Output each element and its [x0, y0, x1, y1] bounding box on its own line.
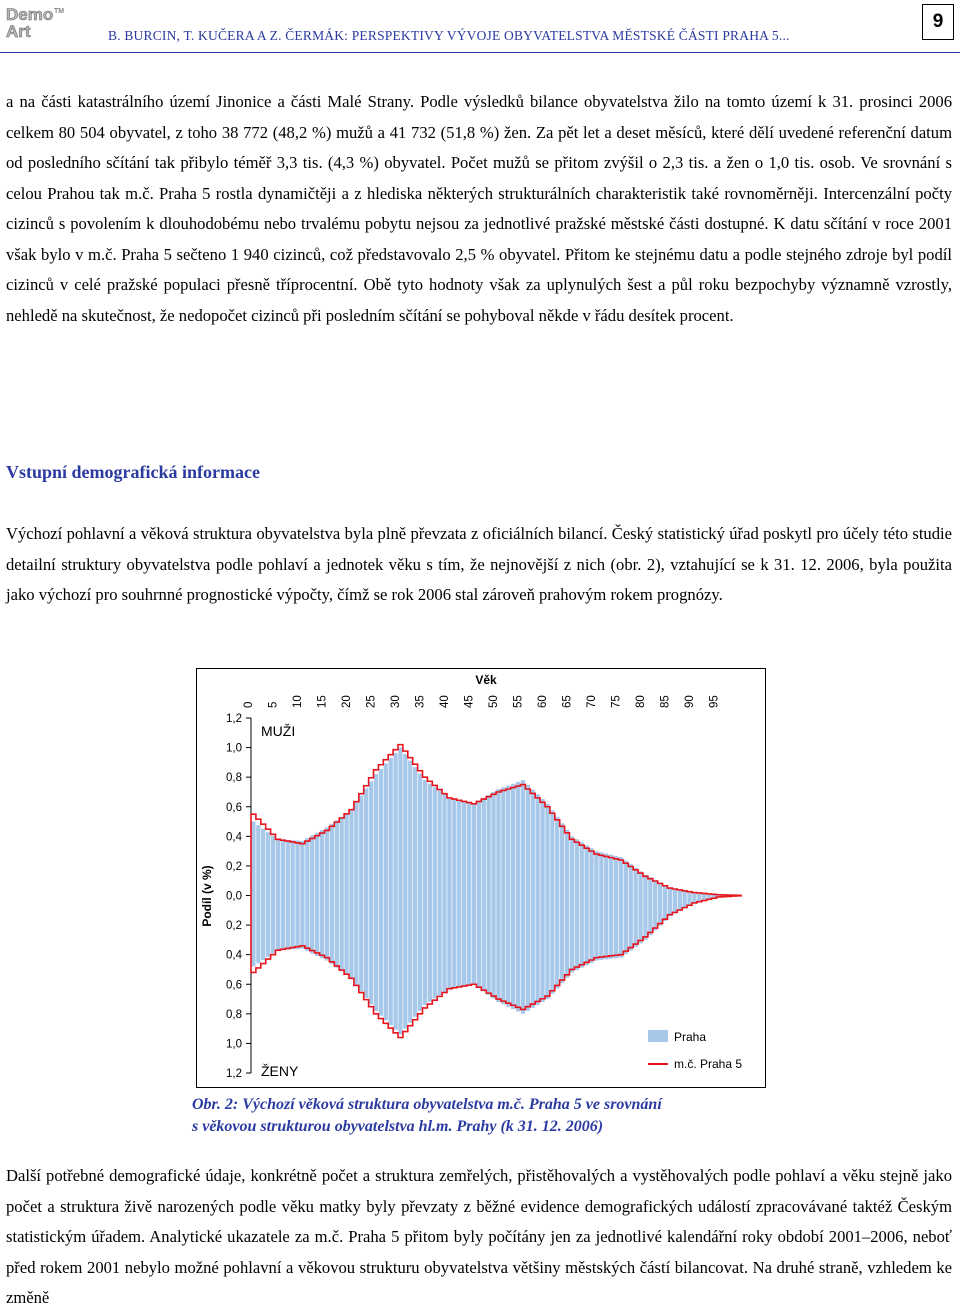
praha-female-bar [354, 896, 358, 985]
praha-male-bar [291, 840, 295, 895]
praha-female-bar [687, 896, 691, 906]
x-tick-label: 90 [684, 695, 696, 708]
running-title: B. BURCIN, T. KUČERA A Z. ČERMÁK: PERSPEKTIVY VÝVOJE OBYVATELSTVA MĚSTSKÉ ČÁSTI PRAHA 5... [108, 28, 790, 44]
praha-male-bar [408, 761, 412, 896]
praha-female-bar [276, 896, 280, 951]
praha-female-bar [482, 896, 486, 992]
praha-female-bar [428, 896, 432, 1002]
praha-male-bar [536, 794, 540, 895]
praha-female-bar [560, 896, 564, 984]
praha-female-bar [418, 896, 422, 1011]
praha-female-bar [609, 896, 613, 959]
y-tick-label: 0,8 [226, 1009, 242, 1021]
praha-male-bar [575, 839, 579, 895]
praha-male-bar [653, 880, 657, 895]
praha-male-bar [467, 803, 471, 896]
praha-male-bar [501, 787, 505, 895]
caption-line-1: Obr. 2: Výchozí věková struktura obyvatelstva m.č. Praha 5 ve srovnání [192, 1094, 792, 1116]
praha-male-bar [384, 764, 388, 896]
praha-female-bar [315, 896, 319, 956]
praha-male-bar [340, 817, 344, 896]
praha-female-bar [521, 896, 525, 1014]
praha-female-bar [614, 896, 618, 959]
praha-male-bar [315, 833, 319, 896]
praha-female-bar [251, 896, 255, 967]
praha-female-bar [668, 896, 672, 917]
praha-female-bar [634, 896, 638, 947]
y-tick-label: 0,0 [226, 891, 242, 903]
praha-male-bar [511, 784, 515, 896]
praha-male-bar [256, 825, 260, 895]
praha-female-bar [305, 896, 309, 952]
praha-female-bar [300, 896, 304, 949]
praha-male-bar [428, 784, 432, 896]
praha-female-bar [413, 896, 417, 1017]
praha-male-bar [344, 813, 348, 895]
praha-male-bar [634, 868, 638, 896]
praha-female-bar [403, 896, 407, 1029]
praha-male-bar [555, 817, 559, 896]
y-tick-label: 1,2 [226, 713, 242, 725]
praha-male-bar [447, 798, 451, 896]
figure-caption [192, 1094, 792, 1138]
praha-male-bar [638, 871, 642, 895]
praha-male-bar [585, 845, 589, 895]
praha-female-bar [408, 896, 412, 1023]
praha-male-bar [393, 753, 397, 896]
y-tick-label: 0,2 [226, 861, 242, 873]
praha-female-bar [511, 896, 515, 1010]
x-tick-label: 10 [292, 695, 304, 708]
praha-male-bar [668, 888, 672, 895]
praha-female-bar [516, 896, 520, 1012]
y-tick-label: 1,0 [226, 1038, 242, 1050]
page-number: 9 [922, 4, 954, 40]
praha-male-bar [624, 861, 628, 896]
x-tick-label: 70 [586, 695, 598, 708]
x-tick-label: 80 [635, 695, 647, 708]
praha-female-bar [462, 896, 466, 987]
praha-male-bar [609, 855, 613, 896]
praha-female-bar [506, 896, 510, 1007]
praha-male-bar [531, 790, 535, 896]
praha-female-bar [496, 896, 500, 1003]
praha-male-bar [545, 804, 549, 896]
y-axis-title: Podíl (v %) [200, 865, 214, 926]
praha-female-bar [442, 896, 446, 992]
praha-male-bar [389, 758, 393, 895]
praha-male-bar [354, 803, 358, 896]
praha-female-bar [619, 896, 623, 958]
praha-female-bar [398, 896, 402, 1035]
praha-female-bar [457, 896, 461, 987]
praha-male-bar [560, 823, 564, 895]
praha-male-bar [452, 799, 456, 895]
praha-female-bar [295, 896, 299, 950]
praha-male-bar [320, 830, 324, 895]
praha-male-bar [369, 781, 373, 895]
praha-male-bar [663, 885, 667, 895]
praha-female-bar [467, 896, 471, 986]
praha-female-bar [648, 896, 652, 936]
praha-male-bar [295, 840, 299, 895]
praha-male-bar [594, 851, 598, 895]
praha-male-bar [521, 780, 525, 895]
y-tick-label: 0,4 [226, 831, 243, 843]
x-tick-label: 95 [709, 695, 721, 708]
praha-female-bar [477, 896, 481, 988]
praha-male-bar [403, 754, 407, 895]
praha-male-bar [281, 840, 285, 896]
praha-male-bar [398, 748, 402, 896]
praha-male-bar [325, 827, 329, 895]
praha-female-bar [271, 896, 275, 954]
x-tick-label: 65 [562, 695, 574, 708]
praha-male-bar [286, 840, 290, 896]
praha-male-bar [496, 789, 500, 896]
praha-female-bar [447, 896, 451, 989]
praha-female-bar [393, 896, 397, 1030]
praha-female-bar [663, 896, 667, 921]
x-tick-label: 85 [660, 695, 672, 708]
praha-female-bar [501, 896, 505, 1005]
x-axis-title: Věk [475, 673, 497, 687]
praha-female-bar [344, 896, 348, 975]
praha-female-bar [310, 896, 314, 954]
praha-female-bar [491, 896, 495, 999]
praha-female-bar [555, 896, 559, 989]
praha-male-bar [276, 839, 280, 895]
praha-female-bar [570, 896, 574, 973]
x-tick-label: 25 [366, 695, 378, 708]
praha-male-bar [526, 785, 530, 896]
praha-female-bar [599, 896, 603, 960]
praha-female-bar [472, 896, 476, 985]
praha-male-bar [482, 798, 486, 896]
praha-male-bar [540, 799, 544, 895]
header-rule [0, 52, 960, 53]
praha-male-bar [442, 794, 446, 895]
x-tick-label: 35 [415, 695, 427, 708]
praha-female-bar [624, 896, 628, 955]
x-tick-label: 45 [464, 695, 476, 708]
x-tick-label: 5 [268, 702, 280, 708]
praha-male-bar [457, 800, 461, 895]
praha-male-bar [379, 769, 383, 896]
x-tick-label: 60 [537, 695, 549, 708]
praha-male-bar [349, 810, 353, 896]
logo-word-2: Art [6, 22, 31, 40]
paragraph-3: Další potřebné demografické údaje, konkrétně počet a struktura zemřelých, přistěhovalých a vystěhovalých podle pohlaví a věku stejně jako počet a struktura živě narozených podle věku matky byly převzaty z běžné evidence demografických událostí zpracovávané taktéž Českým statistickým úřadem. Analytické ukazatele za m.č. Praha 5 přitom byly počítány jen za jednotlivé kalendářní roky období 2001–2006, neboť před rokem 2001 nebylo možné pohlavní a věkovou strukturu obyvatelstva většiny městských částí bilancovat. Na druhé straně, vzhledem ke změně [6, 1161, 952, 1314]
males-label: MUŽI [261, 723, 295, 739]
praha-female-bar [487, 896, 491, 995]
praha-male-bar [506, 785, 510, 895]
praha-female-bar [658, 896, 662, 926]
population-pyramid-chart [196, 668, 766, 1088]
caption-line-2: s věkovou strukturou obyvatelstva hl.m. Prahy (k 31. 12. 2006) [192, 1116, 792, 1138]
praha-female-bar [678, 896, 682, 911]
section-heading: Vstupní demografická informace [6, 462, 260, 483]
praha-female-bar [261, 896, 265, 960]
praha-female-bar [349, 896, 353, 979]
y-tick-label: 0,8 [226, 772, 242, 784]
praha-male-bar [330, 824, 334, 896]
praha-female-bar [594, 896, 598, 961]
praha-female-bar [575, 896, 579, 971]
praha-female-bar [638, 896, 642, 944]
logo-tm: TM [54, 8, 64, 15]
praha-female-bar [673, 896, 677, 914]
chart-svg [196, 668, 766, 1088]
praha-male-bar [364, 788, 368, 895]
praha-male-bar [678, 890, 682, 896]
praha-female-bar [604, 896, 608, 960]
praha-male-bar [418, 774, 422, 896]
demoart-logo [4, 4, 68, 40]
x-tick-label: 20 [341, 695, 353, 708]
praha-male-bar [550, 810, 554, 895]
praha-female-bar [536, 896, 540, 1005]
praha-male-bar [310, 835, 314, 895]
praha-male-bar [374, 774, 378, 895]
praha-female-bar [320, 896, 324, 959]
praha-male-bar [335, 820, 339, 895]
praha-male-bar [648, 877, 652, 895]
praha-male-bar [261, 829, 265, 896]
x-tick-label: 30 [390, 695, 402, 708]
legend-label-praha5: m.č. Praha 5 [674, 1057, 742, 1071]
praha-male-bar [673, 889, 677, 896]
praha-female-bar [545, 896, 549, 1000]
praha-female-bar [256, 896, 260, 964]
praha-female-bar [697, 896, 701, 902]
praha-male-bar [462, 801, 466, 895]
praha-female-bar [531, 896, 535, 1008]
praha-female-bar [389, 896, 393, 1026]
praha-female-bar [364, 896, 368, 998]
x-tick-label: 75 [611, 695, 623, 708]
praha-male-bar [614, 856, 618, 896]
y-tick-label: 0,6 [226, 979, 242, 991]
praha-female-bar [526, 896, 530, 1011]
praha-male-bar [604, 853, 608, 895]
praha-male-bar [423, 780, 427, 895]
praha-male-bar [491, 792, 495, 896]
praha-male-bar [438, 791, 442, 896]
praha-male-bar [251, 822, 255, 896]
paragraph-2: Výchozí pohlavní a věková struktura obyvatelstva byla plně převzata z oficiálních bilancí. Český statistický úřad poskytl pro účely této studie detailní struktury obyvatelstva podle pohlaví a jednotek věku s tím, že nejnovější z nich (obr. 2), vztahující se k 31. 12. 2006, byla použita jako výchozí pro souhrnné prognostické výpočty, čímž se rok 2006 stal zároveň prahovým rokem prognózy. [6, 519, 952, 611]
x-tick-label: 15 [317, 695, 329, 708]
x-tick-label: 55 [513, 695, 525, 708]
logo-word-1: Demo [6, 5, 53, 24]
praha-male-bar [599, 852, 603, 895]
praha-female-bar [359, 896, 363, 992]
praha-female-bar [384, 896, 388, 1021]
praha-male-bar [580, 842, 584, 895]
y-tick-label: 0,2 [226, 920, 242, 932]
praha-female-bar [540, 896, 544, 1003]
praha-male-bar [266, 832, 270, 895]
praha-male-bar [643, 875, 647, 896]
x-tick-label: 40 [439, 695, 451, 708]
praha-male-bar [305, 838, 309, 895]
praha-female-bar [423, 896, 427, 1005]
y-tick-label: 0,6 [226, 802, 242, 814]
praha-female-bar [683, 896, 687, 909]
praha-female-bar [286, 896, 290, 950]
praha-male-bar [433, 787, 437, 895]
praha-female-bar [653, 896, 657, 931]
praha-female-bar [374, 896, 378, 1011]
praha-male-bar [271, 836, 275, 896]
praha-female-bar [550, 896, 554, 994]
praha-female-bar [369, 896, 373, 1005]
praha-female-bar [433, 896, 437, 999]
praha-female-bar [452, 896, 456, 988]
praha-male-bar [658, 883, 662, 896]
praha-female-bar [585, 896, 589, 966]
praha-male-bar [359, 796, 363, 896]
praha-female-bar [281, 896, 285, 950]
praha-female-bar [291, 896, 295, 950]
legend-label-praha: Praha [674, 1030, 706, 1044]
praha-male-bar [472, 804, 476, 896]
y-tick-label: 1,2 [226, 1068, 242, 1080]
praha-male-bar [629, 864, 633, 895]
praha-female-bar [266, 896, 270, 957]
praha-female-bar [565, 896, 569, 978]
praha-female-bar [325, 896, 329, 961]
praha-female-bar [692, 896, 696, 903]
praha-female-bar [335, 896, 339, 968]
y-tick-label: 0,4 [226, 950, 243, 962]
x-tick-label: 0 [243, 702, 255, 708]
praha-male-bar [570, 836, 574, 895]
praha-female-bar [340, 896, 344, 972]
praha-male-bar [413, 767, 417, 895]
praha-male-bar [619, 857, 623, 895]
praha-male-bar [300, 841, 304, 896]
paragraph-1: a na části katastrálního území Jinonice a části Malé Strany. Podle výsledků bilance obyvatelstva žilo na tomto území k 31. prosinci 2006 celkem 80 504 obyvatel, z toho 38 772 (48,2 %) mužů a 41 732 (51,8 %) žen. Za pět let a deset měsíců, které dělí uvedené referenční datum od posledního sčítání tak přibylo téměř 3,3 tis. (4,3 %) obyvatel. Počet mužů se přitom zvýšil o 2,3 tis. a žen o 1,0 tis. osob. Ve srovnání s celou Prahou tak m.č. Praha 5 rostla dynamičtěji a z hlediska některých strukturálních charakteristik také rovnoměrněji. Intercenzální počty cizinců s povolením k dlouhodobému nebo trvalému pobytu nejsou za jednotlivé pražské městské části dostupné. K datu sčítání v roce 2001 však bylo v m.č. Praha 5 sečteno 1 940 cizinců, což představovalo 2,5 % obyvatel. Přitom ke stejnému datu a podle stejného zdroje byl podíl cizinců v celé pražské populaci přesně tříprocentní. Obě tyto hodnoty však za uplynulých šest a půl roku bezpochyby významně vzrostly, nehledě na skutečnost, že nedopočet cizinců při posledním sčítání se pohyboval někde v řádu desítek procent. [6, 87, 952, 331]
praha-male-bar [565, 830, 569, 896]
praha-female-bar [438, 896, 442, 996]
praha-male-bar [487, 795, 491, 896]
praha-male-bar [477, 801, 481, 896]
x-tick-label: 50 [488, 695, 500, 708]
praha-female-bar [330, 896, 334, 965]
praha-female-bar [589, 896, 593, 963]
legend-swatch-praha [648, 1030, 668, 1042]
females-label: ŽENY [261, 1063, 299, 1079]
praha-male-bar [589, 848, 593, 895]
praha-male-bar [516, 782, 520, 896]
praha-female-bar [580, 896, 584, 968]
praha-female-bar [643, 896, 647, 940]
praha-female-bar [629, 896, 633, 951]
y-tick-label: 1,0 [226, 743, 242, 755]
praha-female-bar [379, 896, 383, 1016]
